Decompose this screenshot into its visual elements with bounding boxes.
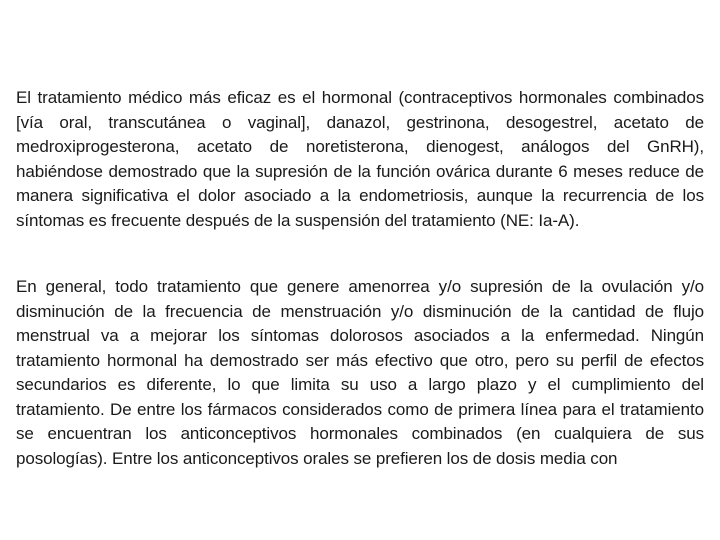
paragraph-general-treatment: En general, todo tratamiento que genere amenorrea y/o supresión de la ovulación y/o disminución de la frecuencia de menstruación y/o disminución de la cantidad de flujo menstrual va a mejorar los síntomas dolorosos asociados a la enfermedad. Ningún tratamiento hormonal ha demostrado ser más efectivo que otro, pero su perfil de efectos secundarios es diferente, lo que limita su uso a largo plazo y el cumplimiento del tratamiento. De entre los fármacos considerados como de primera línea para el tratamiento se encuentran los anticonceptivos hormonales combinados (en cualquiera de sus posologías). Entre los anticonceptivos orales se prefieren los de dosis media con <box>16 277 704 468</box>
paragraph-hormonal-treatment: El tratamiento médico más eficaz es el hormonal (contraceptivos hormonales combinados [vía oral, transcutánea o vaginal], danazol, gestrinona, desogestrel, acetato de medroxiprogesterona, acetato de noretisterona, dienogest, análogos del GnRH), habiéndose demostrado que la supresión de la función ovárica durante 6 meses reduce de manera significativa el dolor asociado a la endometriosis, aunque la recurrencia de los síntomas es frecuente después de la suspensión del tratamiento (NE: Ia-A). <box>16 88 704 230</box>
